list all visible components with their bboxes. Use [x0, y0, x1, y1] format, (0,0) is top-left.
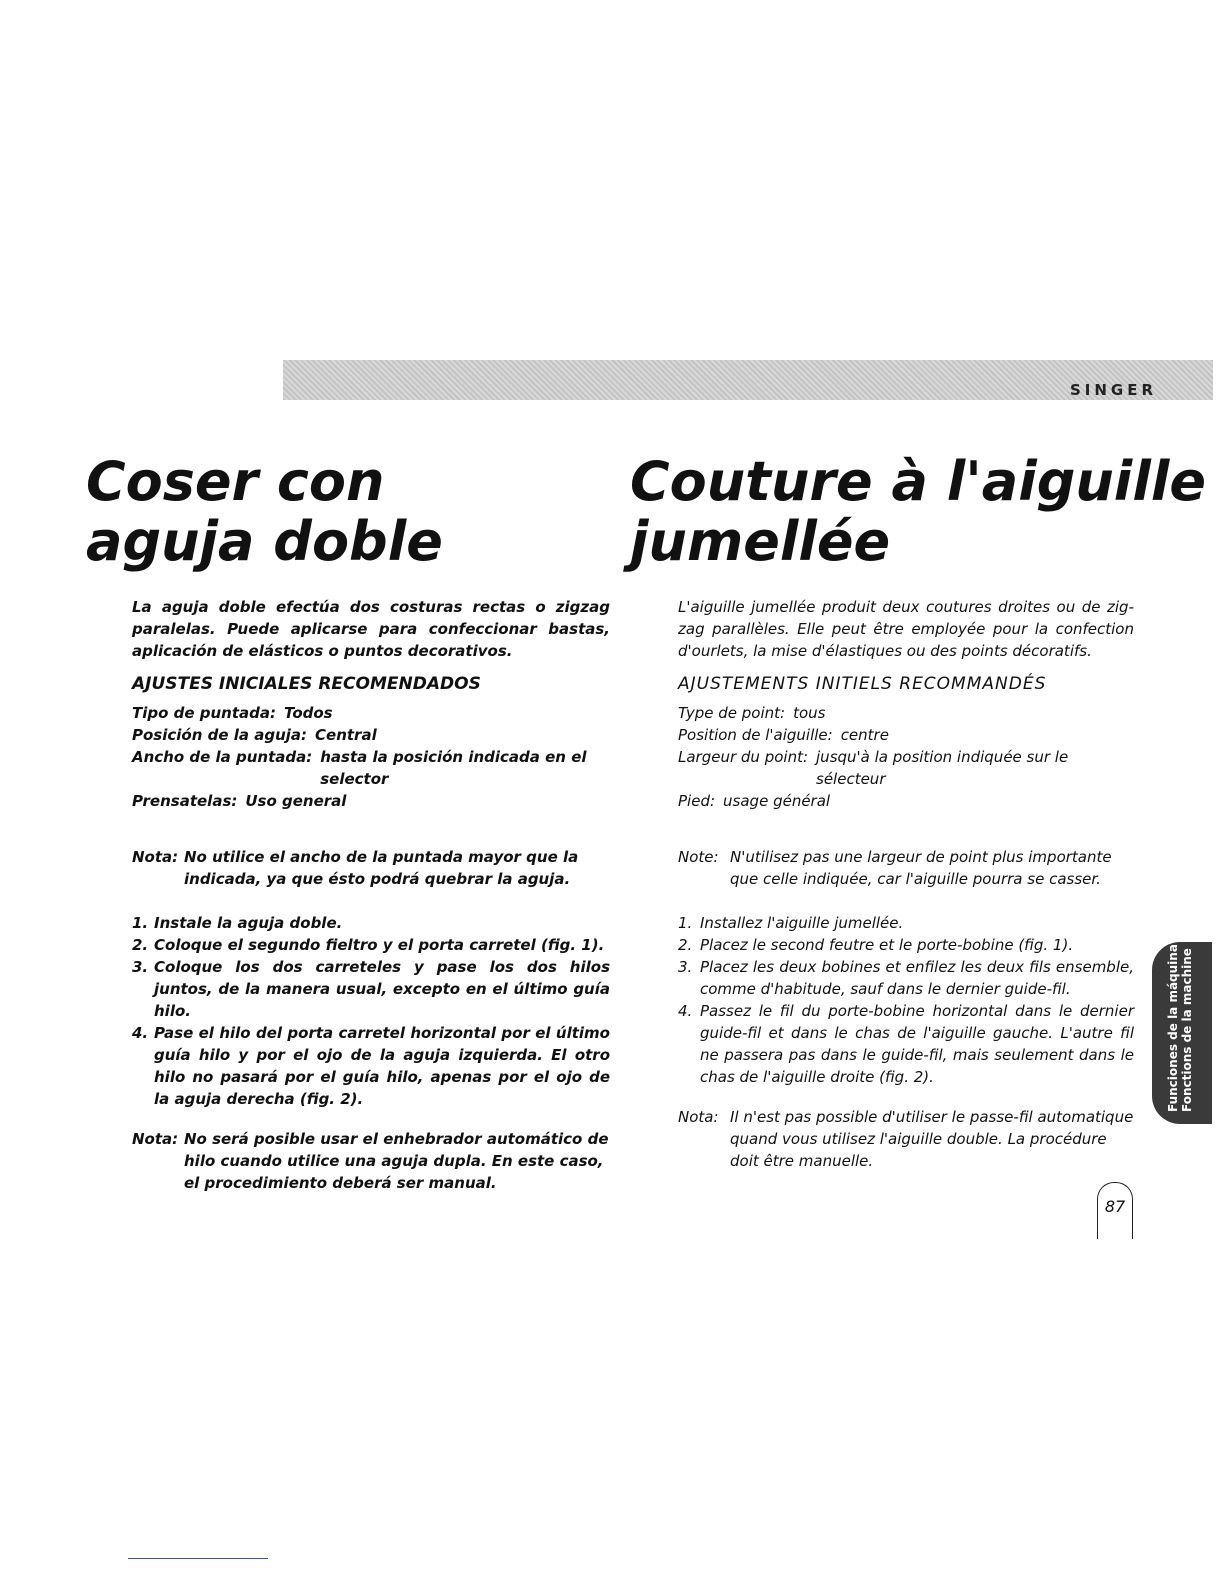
section-tab-label-es: Funciones de la máquina [1166, 944, 1180, 1112]
column-spanish [132, 596, 610, 1194]
step-number: 2. [678, 936, 693, 954]
note-label: Nota: [678, 1108, 719, 1126]
brand-bar [283, 360, 1213, 400]
note-2-fr [678, 1106, 1134, 1172]
step-text: Coloque el segundo fieltro y el porta carretel (fig. 1). [154, 936, 605, 954]
setting-value: jusqu'à la position indiquée sur le sélecteur [816, 748, 1069, 788]
list-item [678, 912, 1134, 934]
settings-row [678, 790, 1134, 812]
settings-row [132, 702, 610, 724]
setting-label: Posición de la aguja: [132, 726, 308, 744]
settings-row [132, 790, 610, 812]
section-tab[interactable] [1152, 942, 1212, 1124]
step-number: 1. [132, 914, 149, 932]
note-fr [678, 846, 1134, 890]
note-text: No utilice el ancho de la puntada mayor que la indicada, ya que ésto podrá quebrar la aguja. [184, 848, 579, 888]
title-fr-line1: Couture à l'aiguille [630, 450, 1206, 513]
step-text: Pase el hilo del porta carretel horizontal por el último guía hilo y por el ojo de la aguja izquierda. El otro hilo no pasará por el guía hilo, apenas por el ojo de la aguja derecha (fig. 2). [154, 1024, 610, 1108]
setting-value: tous [793, 704, 826, 722]
list-item [132, 934, 610, 956]
step-text: Installez l'aiguille jumellée. [700, 914, 904, 932]
page-number: 87 [1104, 1197, 1126, 1216]
title-es-line1: Coser con [86, 450, 385, 513]
step-text: Placez les deux bobines et enfilez les deux fils ensemble, comme d'habitude, sauf dans le dernier guide-fil. [700, 958, 1134, 998]
setting-label: Ancho de la puntada: [132, 748, 313, 766]
setting-label: Largeur du point: [678, 748, 809, 766]
setting-value: usage général [723, 792, 831, 810]
settings-row [132, 746, 610, 790]
settings-row [678, 702, 1134, 724]
step-number: 4. [678, 1002, 693, 1020]
settings-list-fr [678, 702, 1134, 812]
list-item [678, 1000, 1134, 1088]
setting-label: Position de l'aiguille: [678, 726, 833, 744]
setting-value: Uso general [245, 792, 347, 810]
note-text: N'utilisez pas une largeur de point plus importante que celle indiquée, car l'aiguille pourra se casser. [730, 848, 1112, 888]
brand-logo: SINGER [1069, 381, 1157, 399]
steps-list-es [132, 912, 610, 1110]
step-text: Instale la aguja doble. [154, 914, 343, 932]
note-label: Note: [678, 848, 719, 866]
setting-label: Pied: [678, 792, 716, 810]
step-number: 2. [132, 936, 149, 954]
setting-value: hasta la posición indicada en el selector [320, 748, 587, 788]
title-fr-line2: jumellée [630, 510, 891, 573]
intro-fr: L'aiguille jumellée produit deux coutures droites ou de zig-zag parallèles. Elle peut être employée pour la confection d'ourlets, la mise d'élastiques ou des points décoratifs. [678, 598, 1134, 660]
settings-row [678, 724, 1134, 746]
page-title-es [86, 452, 443, 572]
settings-row [678, 746, 1134, 790]
note-text: No será posible usar el enhebrador automático de hilo cuando utilice una aguja dupla. En este caso, el procedimiento deberá ser manual. [184, 1130, 609, 1192]
page-title-fr [630, 452, 1206, 572]
setting-label: Type de point: [678, 704, 786, 722]
list-item [132, 912, 610, 934]
step-text: Coloque los dos carreteles y pase los dos hilos juntos, de la manera usual, excepto en el último guía hilo. [154, 958, 610, 1020]
setting-label: Prensatelas: [132, 792, 238, 810]
step-number: 1. [678, 914, 693, 932]
list-item [678, 934, 1134, 956]
step-text: Passez le fil du porte-bobine horizontal dans le dernier guide-fil et dans le chas de l'aiguille gauche. L'autre fil ne passera pas dans le guide-fil, mais seulement dans le chas de l'aiguille droite (fig. 2). [700, 1002, 1134, 1086]
note-es [132, 846, 610, 890]
section-tab-label-fr: Fonctions de la machine [1180, 948, 1194, 1112]
column-french [678, 596, 1134, 1172]
step-number: 3. [678, 958, 693, 976]
intro-es: La aguja doble efectúa dos costuras rectas o zigzag paralelas. Puede aplicarse para confeccionar bastas, aplicación de elásticos o puntos decorativos. [132, 598, 610, 660]
step-number: 4. [132, 1024, 149, 1042]
settings-row [132, 724, 610, 746]
list-item [678, 956, 1134, 1000]
note-text: Il n'est pas possible d'utiliser le passe-fil automatique quand vous utilisez l'aiguille double. La procédure doit être manuelle. [730, 1108, 1134, 1170]
step-number: 3. [132, 958, 149, 976]
section-tab-label [1166, 942, 1194, 1112]
setting-label: Tipo de puntada: [132, 704, 277, 722]
steps-list-fr [678, 912, 1134, 1088]
settings-heading-fr: AJUSTEMENTS INITIELS RECOMMANDÉS [678, 674, 1047, 694]
list-item [132, 956, 610, 1022]
setting-value: Todos [284, 704, 333, 722]
note-label: Nota: [132, 848, 179, 866]
title-es-line2: aguja doble [86, 510, 443, 573]
setting-value: centre [840, 726, 889, 744]
footer-rule [128, 1558, 268, 1559]
step-text: Placez le second feutre et le porte-bobine (fig. 1). [700, 936, 1074, 954]
settings-list-es [132, 702, 610, 812]
list-item [132, 1022, 610, 1110]
setting-value: Central [315, 726, 377, 744]
note-label: Nota: [132, 1130, 179, 1148]
settings-heading-es: AJUSTES INICIALES RECOMENDADOS [132, 674, 481, 694]
note-2-es [132, 1128, 610, 1194]
page-number-frame [1097, 1182, 1133, 1239]
